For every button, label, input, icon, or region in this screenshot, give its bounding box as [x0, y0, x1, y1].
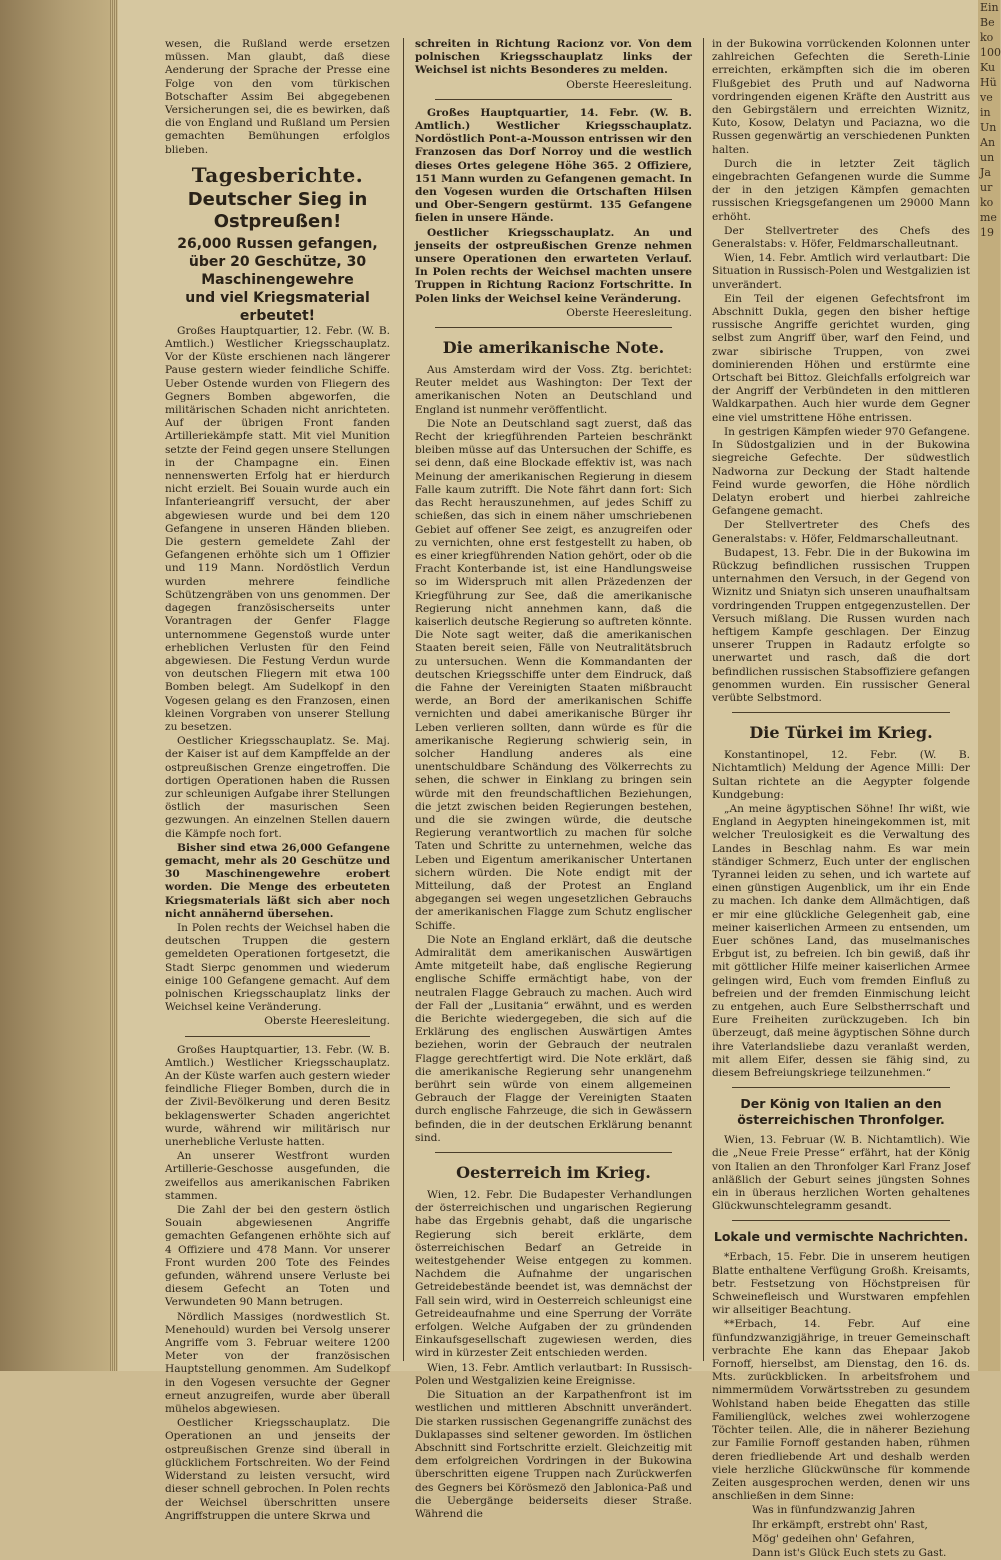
signature: Der Stellvertreter des Chefs des Generalstabs: v. Höfer, Feldmarschalleutnant.: [712, 519, 970, 545]
article-paragraph: Wien, 14. Febr. Amtlich wird verlautbart: Die Situation in Russisch-Polen und Westgalizien ist unverändert.: [712, 252, 970, 291]
article-paragraph: Durch die in letzter Zeit täglich eingebrachten Gefangenen wurde die Summe der in den jetzigen Kämpfen gemachten russischen Kriegsgefangenen um 29000 Mann erhöht.: [712, 157, 970, 223]
column-2: [415, 38, 692, 1520]
adjacent-fragment: Ku: [980, 61, 996, 74]
article-paragraph: in der Bukowina vorrückenden Kolonnen unter zahlreichen Gefechten die Sereth-Linie erreichten, erkämpften sich die im oberen Flußgebiet des Pruth und auf Nadworna vordringenden eigenen Kräfte den Austritt aus den Gebirgstälern und erreichten Wiznitz, Kuto, Kosow, Delatyn und Paciazna, wo die Russen gegenwärtig an verschiedenen Punkten halten.: [712, 38, 970, 156]
article-paragraph: wesen, die Rußland werde ersetzen müssen. Man glaubt, daß diese Aenderung der Sprache der Presse eine Folge von den vom türkischen Botschafter Assim Bei abgegebenen Versicherungen sei, die es bewirken, daß die von England und Rußland um Persien gemachten Bemühungen erfolglos blieben.: [165, 38, 390, 156]
adjacent-fragment: 100: [980, 46, 1001, 59]
headline: 26,000 Russen gefangen,: [177, 235, 378, 252]
column-3: [712, 38, 970, 1559]
section-title: Tagesberichte.: [191, 162, 364, 187]
signature: Oberste Heeresleitung.: [264, 1015, 390, 1028]
article-paragraph: Wien, 12. Febr. Die Budapester Verhandlungen der österreichischen und ungarischen Regierung habe das Ergebnis gehabt, daß die ungarische Regierung sich bereit erklärte, dem österreichischen Bedarf an Getreide in weitestgehender Weise entgegen zu kommen. Nachdem die Aufnahme der ungarischen Getreidebestände beendet ist, was demnächst der Fall sein wird, wird in Oesterreich schleunigst eine Getreideaufnahme und eine Sperrung der Vorräte erfolgen. Welche Aufgaben der zu gründenden Einkaufsgesellschaft zugewiesen werden, dies wird in kürzester Zeit entschieden werden.: [415, 1189, 692, 1360]
article-title: Die amerikanische Note.: [442, 338, 665, 358]
article-paragraph: Großes Hauptquartier, 14. Febr. (W. B. Amtlich.) Westlicher Kriegsschauplatz. Nordöstlich Pont-a-Mousson entrissen wir den Franzosen das Dorf Norroy und die westlich dieses Ortes gelegene Höhe 365. 2 Offiziere, 151 Mann wurden zu Gefangenen gemacht. In den Vogesen wurden die Ortschaften Hilsen und Ober-Sengern gestürmt. 135 Gefangene fielen in unsere Hände.: [415, 106, 692, 225]
adjacent-fragment: Be: [980, 16, 995, 29]
adjacent-fragment: in: [980, 106, 991, 119]
article-paragraph: Die Situation an der Karpathenfront ist im westlichen und mittleren Abschnitt unverändert. Die starken russischen Gegenangriffe zunächst des Duklapasses sind seltener geworden. Im östlichen Abschnitt sind Fortschritte erzielt. Gleichzeitig mit dem erfolgreichen Vordringen in der Bukowina überschritten eigene Truppen nach Zurückwerfen des Gegners bei Körösmezö den Jablonica-Paß und die Uebergänge beiderseits dieser Straße. Während die: [415, 1389, 692, 1520]
article-paragraph: Oestlicher Kriegsschauplatz. Se. Maj. der Kaiser ist auf dem Kampffelde an der ostpreußischen Grenze eingetroffen. Die dortigen Operationen haben die Russen zur schleunigen Aufgabe ihrer Stellungen östlich der masurischen Seen gezwungen. An einzelnen Stellen dauern die Kämpfe noch fort.: [165, 735, 390, 840]
article-paragraph: Bisher sind etwa 26,000 Gefangene gemacht, mehr als 20 Geschütze und 30 Maschinengewehre erobert worden. Die Menge des erbeuteten Kriegsmaterials läßt sich aber noch nicht annähernd übersehen.: [165, 841, 390, 920]
divider: [185, 1036, 370, 1037]
article-paragraph: Aus Amsterdam wird der Voss. Ztg. berichtet: Reuter meldet aus Washington: Der Text der amerikanischen Noten an Deutschland und England ist nunmehr veröffentlicht.: [415, 364, 692, 416]
adjacent-fragment: me: [980, 211, 997, 224]
article-paragraph: Oestlicher Kriegsschauplatz. Die Operationen an und jenseits der ostpreußischen Grenze sind überall in glücklichem Fortschreiten. Wo der Feind Widerstand zu leisten versucht, wird dieser schnell gebrochen. In Polen rechts der Weichsel überschritten unsere Angriffstruppen die untere Skrwa und: [165, 1417, 390, 1522]
article-paragraph: Ein Teil der eigenen Gefechtsfront im Abschnitt Dukla, gegen den bisher heftige russische Angriffe gerichtet wurden, ging selbst zum Angriff über, warf den Feind, und zwar sibirische Truppen, von zwei dominierenden Höhen und erstürmte eine Ortschaft bei Bittoz. Gleichfalls erfolgreich war der Angriff der Verbündeten in den mittleren Waldkarpathen. Auch hier wurde dem Gegner eine viel umstrittene Höhe entrissen.: [712, 292, 970, 424]
divider: [732, 1220, 950, 1221]
signature: Oberste Heeresleitung.: [566, 306, 692, 319]
article-paragraph: Wien, 13. Februar (W. B. Nichtamtlich). Wie die „Neue Freie Presse“ erfährt, hat der König von Italien an den Thronfolger Karl Franz Josef anläßlich der Geburt seines jüngsten Sohnes ein in überaus herzlichen Worten gehaltenes Glückwunschtelegramm gesandt.: [712, 1134, 970, 1213]
article-paragraph: Oestlicher Kriegsschauplatz. An und jenseits der ostpreußischen Grenze nehmen unsere Operationen den erwarteten Verlauf. In Polen rechts der Weichsel machten unsere Truppen in Richtung Racionz Fortschritte. In Polen links der Weichsel keine Veränderung.: [415, 226, 692, 305]
adjacent-fragment: ur: [980, 181, 993, 194]
verse-line: Ihr erkämpft, erstrebt ohn' Rast,: [752, 1518, 928, 1531]
article-paragraph: **Erbach, 14. Febr. Auf eine fünfundzwanzigjährige, in treuer Gemeinschaft verbrachte Ehe kann das Ehepaar Jakob Fornoff, hierselbst, am Dienstag, den 16. ds. Mts. zurückblicken. In arbeitsfrohem und nimmermüdem Vorwärtsstreben zu gesundem Wohlstand haben beide Ehegatten das stille Familienglück, welches zwei wohlerzogene Töchter teilen. Alle, die in näherer Beziehung zur Familie Fornoff gestanden haben, rühmen deren friedliebende Art und deshalb werden viele herzliche Glückwünsche für kommende Zeiten ausgesprochen werden, denen wir uns anschließen in dem Sinne:: [712, 1318, 970, 1503]
adjacent-fragment: Ja: [980, 166, 991, 179]
column-rule: [703, 38, 704, 1361]
adjacent-page-edge: [978, 0, 1000, 1371]
divider: [435, 1152, 672, 1153]
adjacent-fragment: ko: [980, 31, 994, 44]
signature: Der Stellvertreter des Chefs des Generalstabs: v. Höfer, Feldmarschalleutnant.: [712, 224, 970, 251]
article-paragraph: Die Note an Deutschland sagt zuerst, daß das Recht der kriegführenden Parteien beschränkt bleiben müsse auf das Untersuchen der Schiffe, es sei denn, daß eine Blockade effektiv ist, was nach Meinung der amerikanischen Regierung in diesem Falle kaum zutrifft. Die Note fährt dann fort: Sich das Recht herauszunehmen, auf jedes Schiff zu schießen, das sich in einem näher umschriebenen Gebiet auf offener See zeigt, es anzugreifen oder zu vernichten, ohne erst festgestellt zu haben, ob es einer kriegführenden Nation gehört, oder ob die Fracht Konterbande ist, ist eine Handlungsweise so im Widerspruch mit allen Präzedenzen der Kriegführung zur See, daß die amerikanische Regierung nicht annehmen kann, daß die kaiserlich deutsche Regierung so auftreten könnte. Die Note sagt weiter, daß die amerikanischen Staaten bereit seien, Fälle von Neutralitätsbruch zu untersuchen. Wenn die Kommandanten der deutschen Kriegsschiffe unter dem Eindruck, daß die Fahne der Vereinigten Staaten mißbraucht werde, an Bord der amerikanischen Schiffe vernichten und dabei amerikanische Bürger ihr Leben verlieren sollten, dann würde es für die amerikanische Regierung schwierig sein, in solcher Handlung anderes als eine unentschuldbare Schändung des Völkerrechts zu sehen, die schwer in Einklang zu bringen sein würde mit den freundschaftlichen Beziehungen, die jetzt zwischen beiden Regierungen bestehen, und die sie zwingen würde, die deutsche Regierung verantwortlich zu machen für solche Taten und Schritte zu unternehmen, welche das Leben und Eigentum amerikanischer Untertanen sichern würden. Die Note endigt mit der Mitteilung, daß der Protest an England abgegangen sei wegen ungesetzlichen Gebrauchs der amerikanischen Flagge zum Schutz englischer Schiffe.: [415, 417, 692, 932]
verse-line: Mög' gedeihen ohn' Gefahren,: [752, 1532, 915, 1545]
divider: [435, 327, 672, 328]
article-paragraph: schreiten in Richtung Racionz vor. Von dem polnischen Kriegsschauplatz links der Weichsel ist nichts Besonderes zu melden.: [415, 38, 692, 77]
article-paragraph: Konstantinopel, 12. Febr. (W. B. Nichtamtlich) Meldung der Agence Milli: Der Sultan richtete an die Aegypter folgende Kundgebung:: [712, 749, 970, 801]
article-paragraph: Budapest, 13. Febr. Die in der Bukowina im Rückzug befindlichen russischen Truppen unternahmen den Versuch, in der Gegend von Wiznitz und Sniatyn sich unseren unaufhaltsam vordringenden Truppen entgegenzustellen. Der Versuch mißlang. Die Russen wurden nach heftigem Kampfe geschlagen. Der Einzug unserer Truppen in Radautz erfolgte so unerwartet und rasch, daß die dort befindlichen russischen Stabsoffiziere gefangen genommen wurden. Ein russischer General verübte Selbstmord.: [712, 546, 970, 704]
divider: [732, 712, 950, 713]
article-paragraph: Wien, 13. Febr. Amtlich verlautbart: In Russisch-Polen und Westgalizien keine Ereignisse.: [415, 1361, 692, 1387]
adjacent-fragment: ko: [980, 196, 994, 209]
adjacent-fragment: Hü: [980, 76, 997, 89]
headline: Deutscher Sieg in Ostpreußen!: [187, 188, 368, 232]
article-paragraph: *Erbach, 15. Febr. Die in unserem heutigen Blatte enthaltene Verfügung Großh. Kreisamts, betr. Festsetzung von Höchstpreisen für Schweinefleisch und Wurstwaren empfehlen wir allseitiger Beachtung.: [712, 1251, 970, 1317]
article-paragraph: Die Note an England erklärt, daß die deutsche Admiralität dem amerikanischen Auswärtigen Amte mitgeteilt habe, daß englische Regierung englische Schiffe ermächtigt habe, von der neutralen Flagge Gebrauch zu machen. Auch wird der Fall der „Lusitania“ erwähnt, und es werden die Berichte wiedergegeben, die sich auf die Erklärung des englischen Auswärtigen Amtes beziehen, worin der Gebrauch der neutralen Flagge gerechtfertigt wird. Die Note erklärt, daß die amerikanische Regierung sehr unangenehm berührt sein würde von einem allgemeinen Gebrauch der Flagge der Vereinigten Staaten durch englische Fahrzeuge, die sich in Gewässern befinden, die in der deutschen Erklärung benannt sind.: [415, 933, 692, 1144]
adjacent-fragment: un: [980, 151, 995, 164]
divider: [435, 99, 672, 100]
article-paragraph: Großes Hauptquartier, 12. Febr. (W. B. Amtlich.) Westlicher Kriegsschauplatz. Vor der Küste erschienen nach längerer Pause gestern wieder feindliche Schiffe. Ueber Ostende wurden von Fliegern des Gegners Bomben abgeworfen, die militärischen Schaden nicht anrichteten. Auf der übrigen Front fanden Artilleriekämpfe statt. Mit viel Munition setzte der Feind gegen unsere Stellungen in der Champagne ein. Einen nennenswerten Erfolg hat er hierdurch nicht erzielt. Bei Souain wurde auch ein Infanterieangriff versucht, der aber abgewiesen wurde und bei dem 120 Gefangene in unseren Händen blieben. Die gestern gemeldete Zahl der Gefangenen erhöhte sich um 1 Offizier und 119 Mann. Nordöstlich Verdun wurden mehrere feindliche Schützengräben von uns genommen. Der dagegen französischerseits unter Vorantragen der Genfer Flagge unternommene Gegenstoß wurde unter erheblichen Verlusten für den Feind abgewiesen. Die Festung Verdun wurde von deutschen Fliegern mit etwa 100 Bomben belegt. Am Sudelkopf in den Vogesen gelang es den Franzosen, einen kleinen Vorgraben von unserer Stellung zu besetzen.: [165, 324, 390, 733]
article-paragraph: An unserer Westfront wurden Artillerie-Geschosse ausgefunden, die zweifellos aus amerikanischen Fabriken stammen.: [165, 1150, 390, 1202]
article-title: Der König von Italien an den österreichischen Thronfolger.: [737, 1096, 945, 1128]
verse-line: Was in fünfundzwanzig Jahren: [752, 1504, 916, 1517]
adjacent-fragment: 19: [980, 226, 994, 239]
column-1: [165, 38, 390, 1522]
headline: über 20 Geschütze, 30 Maschinengewehre: [188, 253, 367, 288]
article-paragraph: Großes Hauptquartier, 13. Febr. (W. B. Amtlich.) Westlicher Kriegsschauplatz. An der Küste warfen auch gestern wieder feindliche Flieger Bomben, durch die in der Zivil-Bevölkerung und deren Besitz beklagenswerter Schaden angerichtet wurde, während wir militärisch nur unerhebliche Verluste hatten.: [165, 1043, 390, 1149]
article-paragraph: „An meine ägyptischen Söhne! Ihr wißt, wie England in Aegypten hineingekommen ist, mit welcher Treulosigkeit es die Verwaltung des Landes in Beschlag nahm. Es war mein ständiger Schmerz, Euch unter der englischen Tyrannei leiden zu sehen, und ich wartete auf einen günstigen Augenblick, um ihr ein Ende zu machen. Ich danke dem Allmächtigen, daß er mir eine glückliche Gelegenheit gab, eine meiner kaiserlichen Armeen zu entsenden, um Euer schönes Land, das muselmanisches Erbgut ist, zu befreien. Ich bin gewiß, daß ihr mit göttlicher Hilfe meiner kaiserlichen Armee gelingen wird, Euch vom fremden Einfluß zu befreien und der fremden Einmischung leicht zu entgehen, auch Eure Selbstherrschaft und Eure Freiheiten zurückzugeben. Ich bin überzeugt, daß meine ägyptischen Söhne durch ihre Vaterlandsliebe dazu veranlaßt werden, mit allem Eifer, dessen sie fähig sind, zu diesem Befreiungskriege teilzunehmen.“: [712, 802, 970, 1080]
article-paragraph: In Polen rechts der Weichsel haben die deutschen Truppen die gestern gemeldeten Operationen fortgesetzt, die Stadt Sierpc genommen und wiederum einige 100 Gefangene gemacht. Auf dem polnischen Kriegsschauplatz links der Weichsel keine Veränderung.: [165, 921, 390, 1014]
book-binding: [0, 0, 118, 1371]
signature: Oberste Heeresleitung.: [566, 78, 692, 91]
article-title: Oesterreich im Krieg.: [456, 1163, 651, 1183]
column-rule: [403, 38, 404, 1361]
article-title: Die Türkei im Krieg.: [749, 723, 933, 743]
article-paragraph: Nördlich Massiges (nordwestlich St. Menehould) wurden bei Versolg unserer Angriffe vom 3. Februar weitere 1200 Meter von der französischen Hauptstellung genommen. Am Sudelkopf in den Vogesen versuchte der Gegner erneut anzugreifen, wurde aber überall mühelos abgewiesen.: [165, 1310, 390, 1416]
article-paragraph: In gestrigen Kämpfen wieder 970 Gefangene. In Südostgalizien und in der Bukowina siegreiche Gefechte. Der südwestlich Nadworna zur Deckung der Stadt haltende Feind wurde geworfen, die Höhe nördlich Delatyn erobert und hierbei zahlreiche Gefangene gemacht.: [712, 425, 970, 518]
headline: und viel Kriegsmaterial erbeutet!: [185, 289, 370, 324]
article-title: Lokale und vermischte Nachrichten.: [713, 1229, 969, 1245]
adjacent-fragment: ve: [980, 91, 993, 104]
adjacent-fragment: Ein: [980, 1, 999, 14]
divider: [732, 1087, 950, 1088]
adjacent-fragment: An: [980, 136, 996, 149]
adjacent-fragment: Un: [980, 121, 997, 134]
verse-line: Dann ist's Glück Euch stets zu Gast.: [752, 1546, 947, 1559]
article-paragraph: Die Zahl der bei den gestern östlich Souain abgewiesenen Angriffe gemachten Gefangenen erhöhte sich auf 4 Offiziere und 478 Mann. Vor unserer Front wurden 200 Tote des Feindes gefunden, während unsere Verluste bei diesem Gefecht an Toten und Verwundeten 90 Mann betrugen.: [165, 1204, 390, 1309]
